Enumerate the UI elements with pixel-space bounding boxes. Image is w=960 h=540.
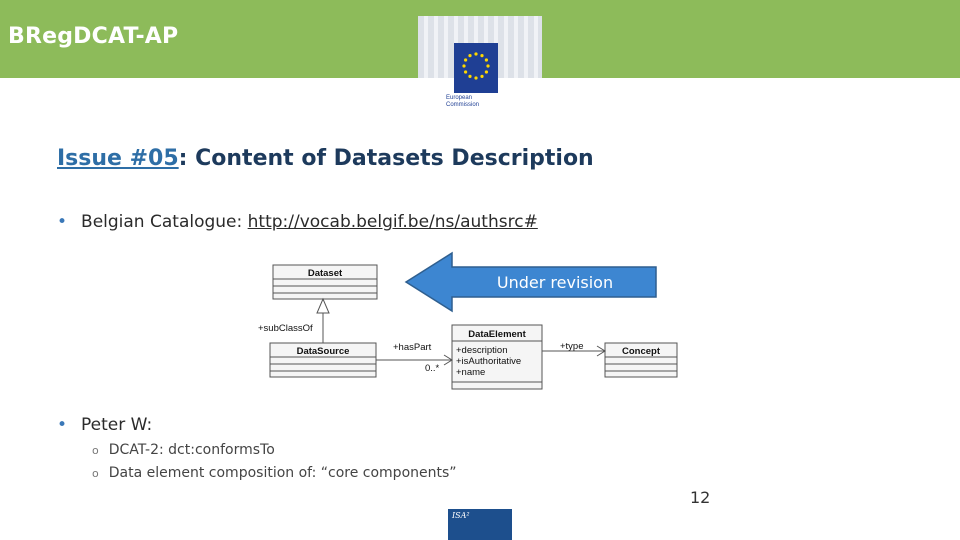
bullet-icon: •: [57, 212, 68, 232]
attr-description: +description: [456, 345, 508, 356]
sub-item: [92, 442, 275, 458]
slide-title-text: : Content of Datasets Description: [178, 146, 594, 171]
ec-logo-text: European Commission: [446, 95, 480, 108]
sub-item: [92, 465, 457, 481]
subclassof-label: +subClassOf: [258, 323, 313, 334]
datasource-class-label: DataSource: [296, 346, 350, 357]
header-title: BRegDCAT-AP: [8, 24, 179, 49]
class-datasource: [270, 343, 376, 377]
bullet-icon: •: [57, 415, 68, 435]
catalogue-url-link[interactable]: http://vocab.belgif.be/ns/authsrc#: [247, 212, 538, 232]
type-label: +type: [560, 341, 584, 352]
multiplicity-label: 0..*: [425, 363, 440, 374]
dataelement-class-label: DataElement: [468, 329, 526, 340]
issue-link[interactable]: Issue #05: [57, 146, 179, 171]
page-number: 12: [690, 488, 711, 507]
bullet-peter-w: [57, 415, 152, 435]
bullet-label: Peter W:: [81, 415, 153, 435]
bullet-belgian-catalogue: [57, 212, 538, 232]
slide-title: [57, 146, 594, 171]
isa-logo-text: ISA²: [452, 511, 470, 520]
circle-bullet-icon: o: [92, 467, 99, 480]
class-dataelement: [452, 325, 542, 389]
sub-item-text: Data element composition of: “core components”: [108, 465, 457, 481]
concept-class-label: Concept: [622, 346, 660, 357]
dataset-class-label: Dataset: [307, 268, 343, 279]
under-revision-label: Under revision: [496, 272, 614, 292]
isa-logo: [448, 509, 512, 540]
attr-name: +name: [456, 367, 486, 378]
class-dataset: [273, 265, 377, 299]
bullet-label: Belgian Catalogue:: [81, 212, 248, 232]
sub-item-text: DCAT-2: dct:conformsTo: [108, 442, 275, 458]
haspart-label: +hasPart: [393, 342, 432, 353]
attr-isauthoritative: +isAuthoritative: [456, 356, 522, 367]
european-commission-logo: [418, 16, 542, 108]
class-concept: [605, 343, 677, 377]
eu-flag-icon: [454, 43, 498, 93]
circle-bullet-icon: o: [92, 444, 99, 457]
